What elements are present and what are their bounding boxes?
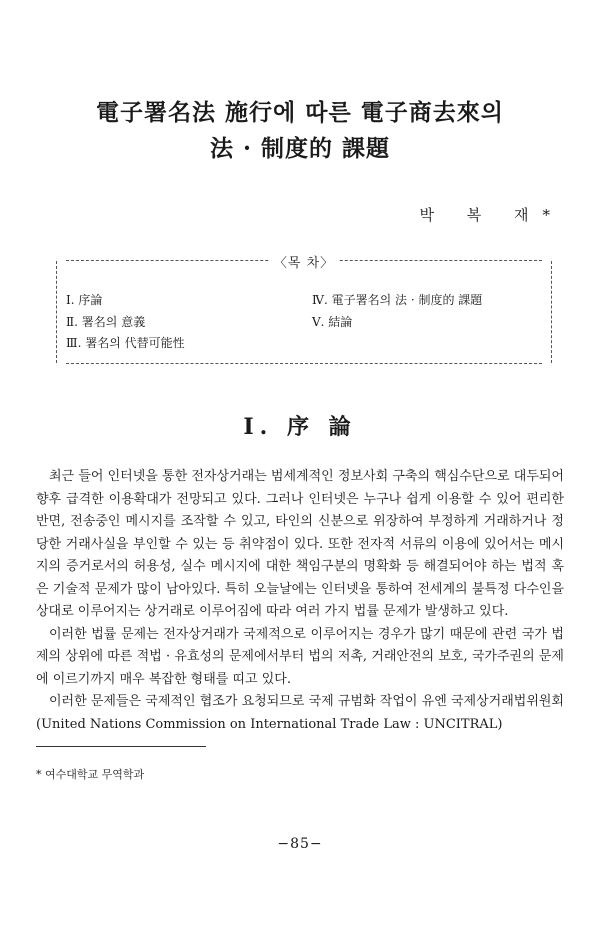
toc-item-5: Ⅴ. 結論 [312,315,353,329]
toc-item-2: Ⅱ. 署名의 意義 [66,315,146,329]
toc-heading [66,252,542,271]
paragraph-1: 최근 들어 인터넷을 통한 전자상거래는 범세계적인 정보사회 구축의 핵심수단으로 대두되어 향후 급격한 이용확대가 전망되고 있다. 그러나 인터넷은 누구나 쉽게 이용할 수 있어 편리한 반면, 전송중인 메시지를 조작할 수 있고, 타인의 신분으로 위장하여 부정하게 거래하거나 정당한 거래사실을 부인할 수 있는 등 취약점이 있다. 또한 전자적 서류의 이용에 있어서는 메시지의 증거로서의 허용성, 실수 메시지에 대한 책임구분의 명확화 등 해결되어야 하는 법적 혹은 기술적 문제가 많이 남아있다. 특히 오늘날에는 인터넷을 통하여 전세계의 불특정 다수인을 상대로 이루어지는 상거래로 이루어짐에 따라 여러 가지 법률 문제가 발생하고 있다. [36,469,564,619]
body-text [36,466,564,736]
page-number: −85− [277,836,323,852]
footnote-divider [36,746,206,747]
toc-item-1: Ⅰ. 序論 [66,293,103,307]
toc-item-4: Ⅳ. 電子署名의 法 · 制度的 課題 [312,293,483,307]
footnote: * 여수대학교 무역학과 [36,768,145,781]
paragraph-3: 이러한 문제들은 국제적인 협조가 요청되므로 국제 규범화 작업이 유엔 국제상거래법위원회(United Nations Commission on International Trade Law : UNCITRAL) [36,694,564,732]
table-of-contents [66,256,542,364]
toc-item-3: Ⅲ. 署名의 代替可能性 [66,336,185,350]
paragraph-2: 이러한 법률 문제는 전자상거래가 국제적으로 이루어지는 경우가 많기 때문에 관련 국가 법제의 상위에 따른 적법 · 유효성의 문제에서부터 법의 저촉, 거래안전의 보호, 국가주권의 문제에 이르기까지 매우 복잡한 형태를 띠고 있다. [36,626,564,687]
toc-heading-label: 〈목 차〉 [270,256,338,271]
paper-title-line-2: 法 · 制度的 課題 [209,135,391,162]
author-name: 박 복 재* [419,206,564,224]
section-heading: Ⅰ. 序 論 [243,414,357,440]
paper-title-line-1: 電子署名法 施行에 따른 電子商去來의 [96,99,504,126]
